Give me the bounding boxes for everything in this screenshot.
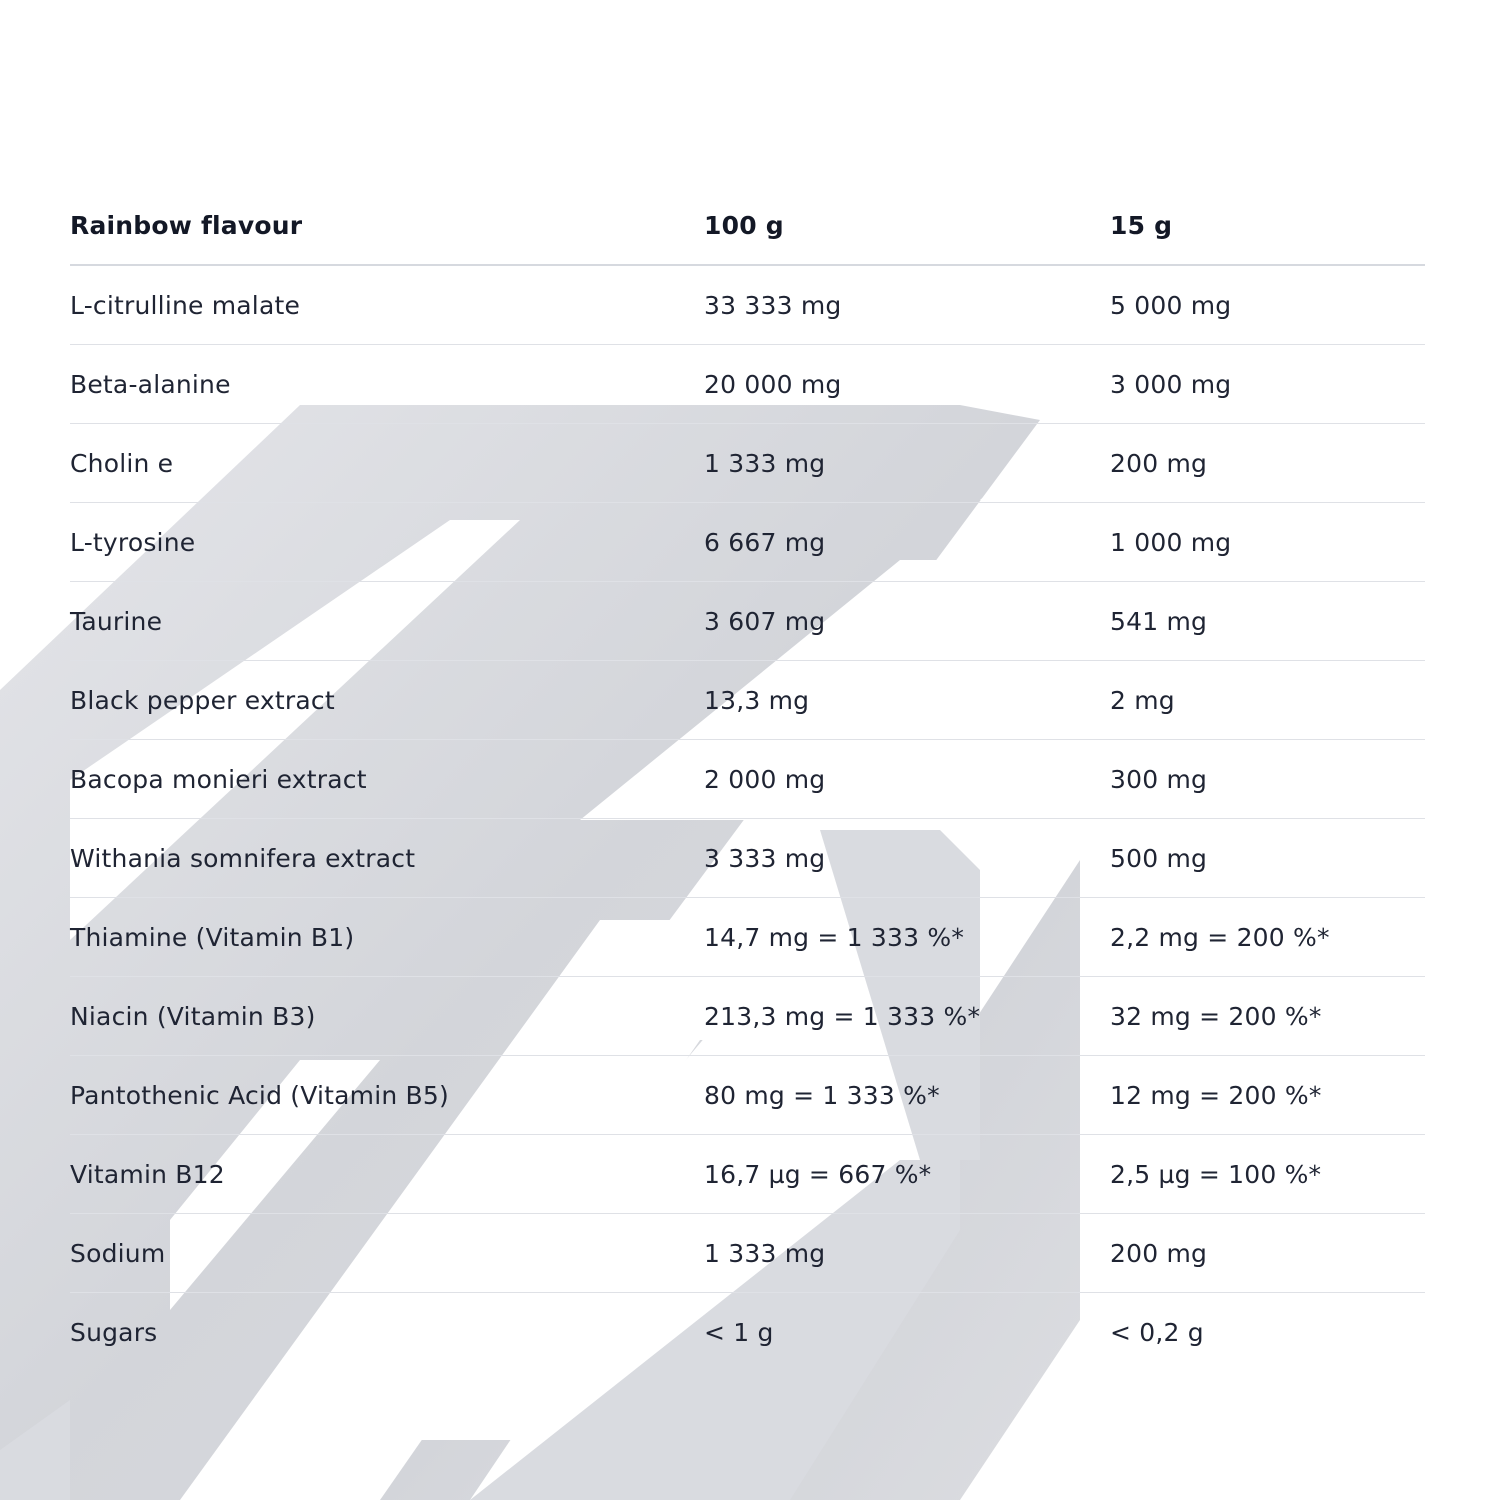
- table-row: [70, 819, 1425, 898]
- ingredient-name: Sugars: [70, 1318, 158, 1347]
- header-flavour: Rainbow flavour: [70, 211, 303, 240]
- header-per-100g: 100 g: [704, 211, 784, 240]
- amount-per-serving: 200 mg: [1110, 1238, 1208, 1268]
- ingredient-name: Withania somnifera extract: [70, 843, 416, 873]
- amount-per-serving: 500 mg: [1110, 843, 1208, 873]
- ingredient-name: Niacin (Vitamin B3): [70, 1001, 316, 1031]
- table-row: [70, 898, 1425, 977]
- ingredient-name: Black pepper extract: [70, 685, 335, 715]
- table-row: [70, 1056, 1425, 1135]
- amount-per-100g: 20 000 mg: [704, 369, 842, 399]
- amount-per-serving: 32 mg = 200 %*: [1110, 1001, 1322, 1031]
- ingredient-name: Taurine: [70, 606, 163, 636]
- table-row: [70, 582, 1425, 661]
- nutrition-table: [70, 187, 1425, 1372]
- ingredient-name: Beta-alanine: [70, 369, 231, 399]
- ingredient-name: Sodium: [70, 1238, 166, 1268]
- ingredient-name: Thiamine (Vitamin B1): [70, 922, 355, 952]
- amount-per-100g: 14,7 mg = 1 333 %*: [704, 922, 965, 952]
- amount-per-100g: < 1 g: [704, 1318, 774, 1347]
- table-row: [70, 740, 1425, 819]
- amount-per-serving: < 0,2 g: [1110, 1318, 1204, 1347]
- amount-per-serving: 2,5 µg = 100 %*: [1110, 1159, 1322, 1189]
- amount-per-serving: 1 000 mg: [1110, 527, 1232, 557]
- table-row: [70, 661, 1425, 740]
- table-row: [70, 345, 1425, 424]
- ingredient-name: Vitamin B12: [70, 1159, 225, 1189]
- amount-per-serving: 3 000 mg: [1110, 369, 1232, 399]
- table-row: [70, 503, 1425, 582]
- amount-per-100g: 33 333 mg: [704, 290, 842, 320]
- amount-per-serving: 5 000 mg: [1110, 290, 1232, 320]
- table-row: [70, 977, 1425, 1056]
- ingredient-name: Pantothenic Acid (Vitamin B5): [70, 1080, 449, 1110]
- amount-per-serving: 12 mg = 200 %*: [1110, 1080, 1322, 1110]
- header-per-serving: 15 g: [1110, 211, 1173, 240]
- ingredient-name: Bacopa monieri extract: [70, 764, 367, 794]
- amount-per-100g: 1 333 mg: [704, 448, 826, 478]
- table-header-row: [70, 187, 1425, 266]
- amount-per-100g: 213,3 mg = 1 333 %*: [704, 1001, 981, 1031]
- amount-per-serving: 200 mg: [1110, 448, 1208, 478]
- amount-per-100g: 80 mg = 1 333 %*: [704, 1080, 940, 1110]
- amount-per-100g: 3 607 mg: [704, 606, 826, 636]
- amount-per-serving: 2,2 mg = 200 %*: [1110, 922, 1330, 952]
- amount-per-serving: 2 mg: [1110, 685, 1175, 715]
- amount-per-100g: 3 333 mg: [704, 843, 826, 873]
- table-row: [70, 1293, 1425, 1372]
- amount-per-100g: 1 333 mg: [704, 1238, 826, 1268]
- amount-per-serving: 300 mg: [1110, 764, 1208, 794]
- ingredient-name: L-tyrosine: [70, 527, 196, 557]
- amount-per-100g: 2 000 mg: [704, 764, 826, 794]
- amount-per-100g: 6 667 mg: [704, 527, 826, 557]
- ingredient-name: L-citrulline malate: [70, 290, 301, 320]
- amount-per-100g: 13,3 mg: [704, 685, 810, 715]
- ingredient-name: Cholin e: [70, 448, 174, 478]
- amount-per-serving: 541 mg: [1110, 606, 1208, 636]
- table-row: [70, 424, 1425, 503]
- table-row: [70, 266, 1425, 345]
- amount-per-100g: 16,7 µg = 667 %*: [704, 1159, 932, 1189]
- table-row: [70, 1135, 1425, 1214]
- table-row: [70, 1214, 1425, 1293]
